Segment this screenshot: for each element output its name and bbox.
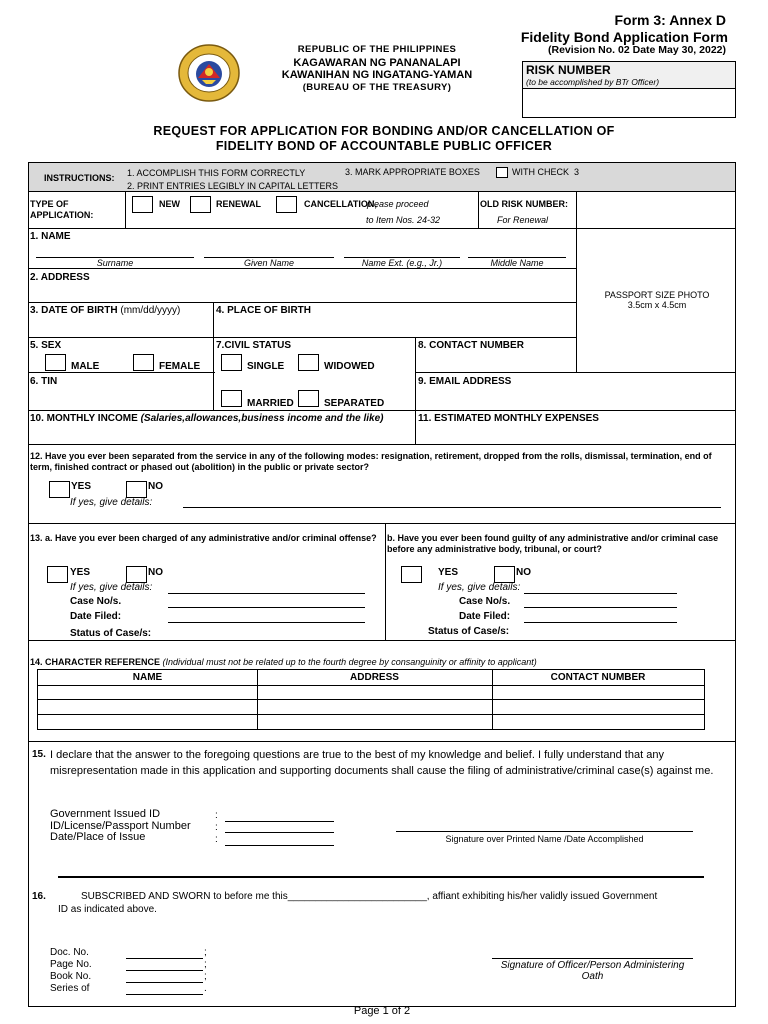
- widowed-label: WIDOWED: [324, 361, 375, 372]
- q13a-date-filed-input[interactable]: [168, 608, 365, 622]
- q13b-date-filed-label: Date Filed:: [459, 611, 511, 622]
- cancellation-note: please proceed: [367, 199, 429, 209]
- q13a-yes-checkbox[interactable]: [47, 566, 68, 583]
- type-of-application-label: TYPE OF APPLICATION:: [30, 199, 94, 220]
- contact-number-input[interactable]: [418, 353, 574, 370]
- applicant-signature-caption: Signature over Printed Name /Date Accomplished: [445, 834, 644, 844]
- q13a-no-checkbox[interactable]: [126, 566, 147, 583]
- q13b-case-no-input[interactable]: [524, 594, 677, 607]
- page-number: Page 1 of 2: [353, 1005, 411, 1017]
- date-place-label: Date/Place of Issue: [50, 831, 146, 843]
- passport-photo-area[interactable]: [578, 230, 734, 370]
- q13b-case-no-label: Case No/s.: [459, 596, 511, 607]
- cancellation-checkbox[interactable]: [276, 196, 297, 213]
- q13b-no-label: NO: [516, 567, 531, 578]
- separated-label: SEPARATED: [324, 398, 385, 409]
- col-contact-header: CONTACT NUMBER: [550, 672, 646, 683]
- book-no-semicolon: ;: [204, 971, 207, 982]
- q14-label: 14. CHARACTER REFERENCE (Individual must not be related up to the fourth degree by consanguinity or affinity to applicant): [30, 657, 537, 667]
- gov-id-input[interactable]: [225, 809, 334, 821]
- tin-label: 6. TIN: [30, 376, 58, 387]
- bureau-seal-logo: [178, 44, 240, 102]
- dob-label: 3. DATE OF BIRTH (mm/dd/yyyy): [30, 305, 181, 316]
- colon-3: :: [215, 834, 218, 845]
- q13b-date-filed-input[interactable]: [524, 608, 677, 622]
- agency-department: KAGAWARAN NG PANANALAPI: [293, 57, 461, 69]
- page-no-label: Page No.: [50, 959, 92, 970]
- q12-details-input[interactable]: [183, 493, 721, 507]
- officer-signature-oath: Oath: [581, 971, 604, 982]
- email-input[interactable]: [418, 390, 730, 407]
- q13b-yes-label: YES: [438, 567, 459, 578]
- new-checkbox[interactable]: [132, 196, 153, 213]
- series-label: Series of: [50, 983, 90, 994]
- middle-name-input[interactable]: [468, 240, 566, 257]
- revision-note: (Revision No. 02 Date May 30, 2022): [548, 44, 726, 56]
- q15-declaration: I declare that the answer to the foregoing questions are true to the best of my knowledge and belief. I fully understand that any misrepresentation made in this application and supporting documents shall cause the filing of administrative/criminal case(s) against me.: [50, 749, 714, 777]
- married-checkbox[interactable]: [221, 390, 242, 407]
- monthly-expenses-label: 11. ESTIMATED MONTHLY EXPENSES: [418, 413, 599, 424]
- surname-caption: Surname: [96, 258, 134, 268]
- instruction-2: 2. PRINT ENTRIES LEGIBLY IN CAPITAL LETTERS: [127, 181, 339, 191]
- q13b-question: b. Have you ever been found guilty of any administrative and/or criminal case before any administrative body, tribunal, or court?: [387, 533, 719, 554]
- colon-2: :: [215, 822, 218, 833]
- q16-sworn-text: SUBSCRIBED AND SWORN to before me this_________________________, affiant exhibiting his/her validly issued Government: [81, 891, 658, 902]
- q13a-status-label: Status of Case/s:: [70, 628, 152, 639]
- cancellation-label: CANCELLATION,: [304, 199, 377, 209]
- date-place-input[interactable]: [225, 833, 334, 845]
- new-label: NEW: [159, 199, 180, 209]
- single-label: SINGLE: [247, 361, 285, 372]
- risk-number-box: [522, 61, 736, 118]
- monthly-expenses-input[interactable]: [418, 426, 730, 442]
- table-row[interactable]: [38, 700, 704, 714]
- q12-details-label: If yes, give details:: [70, 497, 153, 508]
- q13a-case-no-input[interactable]: [168, 594, 365, 607]
- married-label: MARRIED: [247, 398, 294, 409]
- name-ext-caption: Name Ext. (e.g., Jr.): [361, 258, 443, 268]
- contact-number-label: 8. CONTACT NUMBER: [418, 340, 524, 351]
- address-label: 2. ADDRESS: [30, 272, 90, 283]
- document-title: REQUEST FOR APPLICATION FOR BONDING AND/OR CANCELLATION OF: [153, 124, 615, 138]
- photo-label: PASSPORT SIZE PHOTO: [604, 290, 710, 300]
- middle-name-caption: Middle Name: [490, 258, 544, 268]
- q13a-details-label: If yes, give details:: [70, 582, 153, 593]
- renewal-checkbox[interactable]: [190, 196, 211, 213]
- q15-number: 15.: [32, 749, 46, 760]
- monthly-income-label: 10. MONTHLY INCOME (Salaries,allowances,business income and the like): [30, 413, 384, 424]
- table-row[interactable]: [38, 715, 704, 729]
- doc-no-label: Doc. No.: [50, 947, 89, 958]
- q16-sworn-text-2: ID as indicated above.: [58, 904, 157, 915]
- cancellation-note-items: to Item Nos. 24-32: [366, 215, 441, 225]
- email-label: 9. EMAIL ADDRESS: [418, 376, 512, 387]
- widowed-checkbox[interactable]: [298, 354, 319, 371]
- doc-no-semicolon: ;: [204, 947, 207, 958]
- address-input[interactable]: [110, 270, 570, 300]
- q13a-status-input[interactable]: [190, 624, 365, 638]
- q13a-no-label: NO: [148, 567, 163, 578]
- instruction-1: 1. ACCOMPLISH THIS FORM CORRECTLY: [127, 168, 306, 178]
- name-ext-input[interactable]: [344, 240, 460, 257]
- q13b-no-checkbox[interactable]: [494, 566, 515, 583]
- q12-no-label: NO: [148, 481, 163, 492]
- officer-signature-caption: Signature of Officer/Person Administering: [500, 960, 685, 971]
- civil-status-label: 7.CIVIL STATUS: [216, 340, 292, 351]
- instructions-label: INSTRUCTIONS:: [44, 173, 115, 183]
- col-name-header: NAME: [132, 672, 163, 683]
- q13a-yes-label: YES: [70, 567, 91, 578]
- q13a-question: 13. a. Have you ever been charged of any administrative and/or criminal offense?: [30, 533, 377, 543]
- book-no-label: Book No.: [50, 971, 92, 982]
- female-label: FEMALE: [159, 361, 201, 372]
- applicant-signature-field[interactable]: [396, 812, 693, 831]
- page-no-input[interactable]: [126, 959, 203, 970]
- q13b-status-label: Status of Case/s:: [428, 626, 510, 637]
- instruction-3: 3. MARK APPROPRIATE BOXES: [345, 167, 480, 177]
- q12-question: 12. Have you ever been separated from the service in any of the following modes: resignation, retirement, dropped from the rolls, dismissal, termination, end of term, finished contract or phased out (abolition) in the public or private sector?: [30, 451, 712, 472]
- book-no-input[interactable]: [126, 971, 203, 982]
- page-no-semicolon: ;: [204, 959, 207, 970]
- form-number: Form 3: Annex D: [614, 12, 726, 28]
- renewal-label: RENEWAL: [216, 199, 261, 209]
- officer-signature-field[interactable]: [492, 938, 693, 958]
- character-reference-table: [37, 669, 705, 730]
- male-label: MALE: [71, 361, 100, 372]
- q13b-yes-checkbox[interactable]: [401, 566, 422, 583]
- agency-republic: REPUBLIC OF THE PHILIPPINES: [297, 44, 457, 55]
- surname-input[interactable]: [36, 240, 194, 257]
- for-renewal-note: For Renewal: [497, 215, 549, 225]
- table-row[interactable]: [38, 686, 704, 699]
- document-subtitle: FIDELITY BOND OF ACCOUNTABLE PUBLIC OFFICER: [215, 139, 553, 153]
- series-input[interactable]: [126, 983, 203, 994]
- q13a-case-no-label: Case No/s.: [70, 596, 122, 607]
- q13b-details-label: If yes, give details:: [438, 582, 521, 593]
- separated-checkbox[interactable]: [298, 390, 319, 407]
- q12-yes-label: YES: [71, 481, 92, 492]
- colon-1: :: [215, 810, 218, 821]
- pob-input[interactable]: [216, 318, 572, 335]
- form-title: Fidelity Bond Application Form: [520, 29, 728, 45]
- q12-no-checkbox[interactable]: [126, 481, 147, 498]
- monthly-income-input[interactable]: [30, 426, 410, 442]
- with-check-label: WITH CHECK: [512, 167, 569, 177]
- gov-id-label: Government Issued ID: [50, 808, 161, 820]
- risk-number-note: (to be accomplished by BTr Officer): [526, 77, 660, 87]
- q16-number: 16.: [32, 891, 46, 902]
- pob-label: 4. PLACE OF BIRTH: [216, 305, 312, 316]
- photo-size: 3.5cm x 4.5cm: [627, 300, 687, 310]
- male-checkbox[interactable]: [45, 354, 66, 371]
- q12-yes-checkbox[interactable]: [49, 481, 70, 498]
- q13a-date-filed-label: Date Filed:: [70, 611, 122, 622]
- seal-year: [178, 44, 179, 45]
- given-name-input[interactable]: [204, 240, 334, 257]
- risk-number-label: RISK NUMBER: [526, 63, 611, 77]
- dob-input[interactable]: [30, 318, 210, 335]
- id-number-label: ID/License/Passport Number: [50, 820, 191, 832]
- q13b-status-input[interactable]: [524, 624, 677, 638]
- doc-no-input[interactable]: [126, 946, 203, 958]
- tin-input[interactable]: [30, 390, 210, 407]
- check-mark-glyph: 3: [574, 167, 580, 177]
- old-risk-number-label: OLD RISK NUMBER:: [480, 199, 568, 209]
- col-address-header: ADDRESS: [350, 672, 399, 683]
- with-check-sample-box: [496, 167, 508, 178]
- sex-label: 5. SEX: [30, 340, 62, 351]
- series-period: .: [204, 983, 207, 994]
- old-risk-number-input[interactable]: [578, 194, 734, 226]
- female-checkbox[interactable]: [133, 354, 154, 371]
- name-label: 1. NAME: [30, 231, 71, 242]
- given-name-caption: Given Name: [243, 258, 295, 268]
- single-checkbox[interactable]: [221, 354, 242, 371]
- agency-bureau: KAWANIHAN NG INGATANG-YAMAN: [281, 69, 473, 81]
- id-number-input[interactable]: [225, 822, 334, 832]
- agency-bureau-en: (BUREAU OF THE TREASURY): [302, 82, 452, 93]
